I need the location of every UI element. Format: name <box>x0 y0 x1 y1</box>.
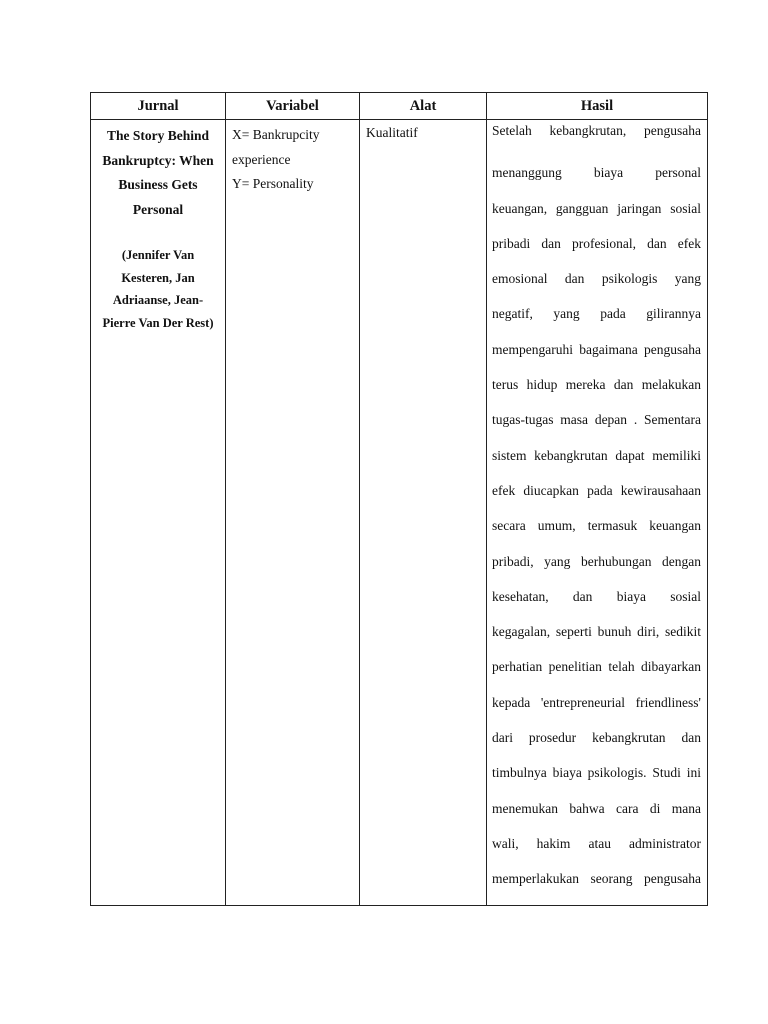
hasil-line: kegagalan, seperti bunuh diri, sedikit <box>492 624 701 640</box>
journal-title-line: Bankruptcy: When <box>102 152 214 168</box>
hasil-line: secara umum, termasuk keuangan <box>492 518 701 534</box>
variabel-line: X= Bankrupcity <box>232 127 320 142</box>
journal-author-line: Pierre Van Der Rest) <box>102 315 214 330</box>
hasil-line: timbulnya biaya psikologis. Studi ini <box>492 765 701 781</box>
hasil-line: keuangan, gangguan jaringan sosial <box>492 200 701 216</box>
alat-cell <box>360 120 487 906</box>
journal-author-line: Kesteren, Jan <box>121 270 195 285</box>
hasil-cell <box>487 120 708 906</box>
variabel-cell <box>226 120 360 906</box>
hasil-line: terus hidup mereka dan melakukan <box>492 377 701 393</box>
header-alat: Alat <box>360 93 487 120</box>
hasil-line: kesehatan, dan biaya sosial <box>492 588 701 604</box>
journal-author-line: (Jennifer Van <box>121 248 195 262</box>
hasil-line: tugas-tugas masa depan . Sementara <box>492 412 701 428</box>
journal-title <box>94 124 222 222</box>
header-variabel: Variabel <box>226 93 360 120</box>
hasil-line: menanggung biaya personal <box>492 165 701 181</box>
journal-authors <box>94 244 222 334</box>
variabel-line: Y= Personality <box>232 176 314 191</box>
hasil-line: memperlakukan seorang pengusaha <box>492 871 701 887</box>
hasil-line: perhatian penelitian telah dibayarkan <box>492 659 701 675</box>
research-table <box>90 92 708 906</box>
journal-title-line: Business Gets <box>118 177 198 192</box>
hasil-line: sistem kebangkrutan dapat memiliki <box>492 447 701 463</box>
hasil-line: Setelah kebangkrutan, pengusaha <box>492 123 701 138</box>
hasil-line: menemukan bahwa cara di mana <box>492 800 701 816</box>
alat-value: Kualitatif <box>366 125 418 140</box>
hasil-line: pribadi, yang berhubungan dengan <box>492 553 701 569</box>
journal-title-line: The Story Behind <box>106 128 210 143</box>
hasil-line: mempengaruhi bagaimana pengusaha <box>492 341 701 357</box>
header-hasil: Hasil <box>487 93 708 120</box>
hasil-line: kepada 'entrepreneurial friendliness' <box>492 694 701 710</box>
table-row <box>91 120 708 906</box>
journal-title-line: Personal <box>132 201 184 217</box>
hasil-line: wali, hakim atau administrator <box>492 835 701 851</box>
hasil-line: dari prosedur kebangkrutan dan <box>492 730 701 746</box>
variabel-line: experience <box>232 151 291 167</box>
jurnal-cell <box>91 120 226 906</box>
journal-author-line: Adriaanse, Jean- <box>112 293 204 307</box>
hasil-line: emosional dan psikologis yang <box>492 271 701 287</box>
hasil-line: pribadi dan profesional, dan efek <box>492 235 701 251</box>
header-jurnal: Jurnal <box>91 93 226 120</box>
hasil-line: efek diucapkan pada kewirausahaan <box>492 482 701 498</box>
table-header-row <box>91 93 708 120</box>
hasil-line: negatif, yang pada gilirannya <box>492 306 701 322</box>
